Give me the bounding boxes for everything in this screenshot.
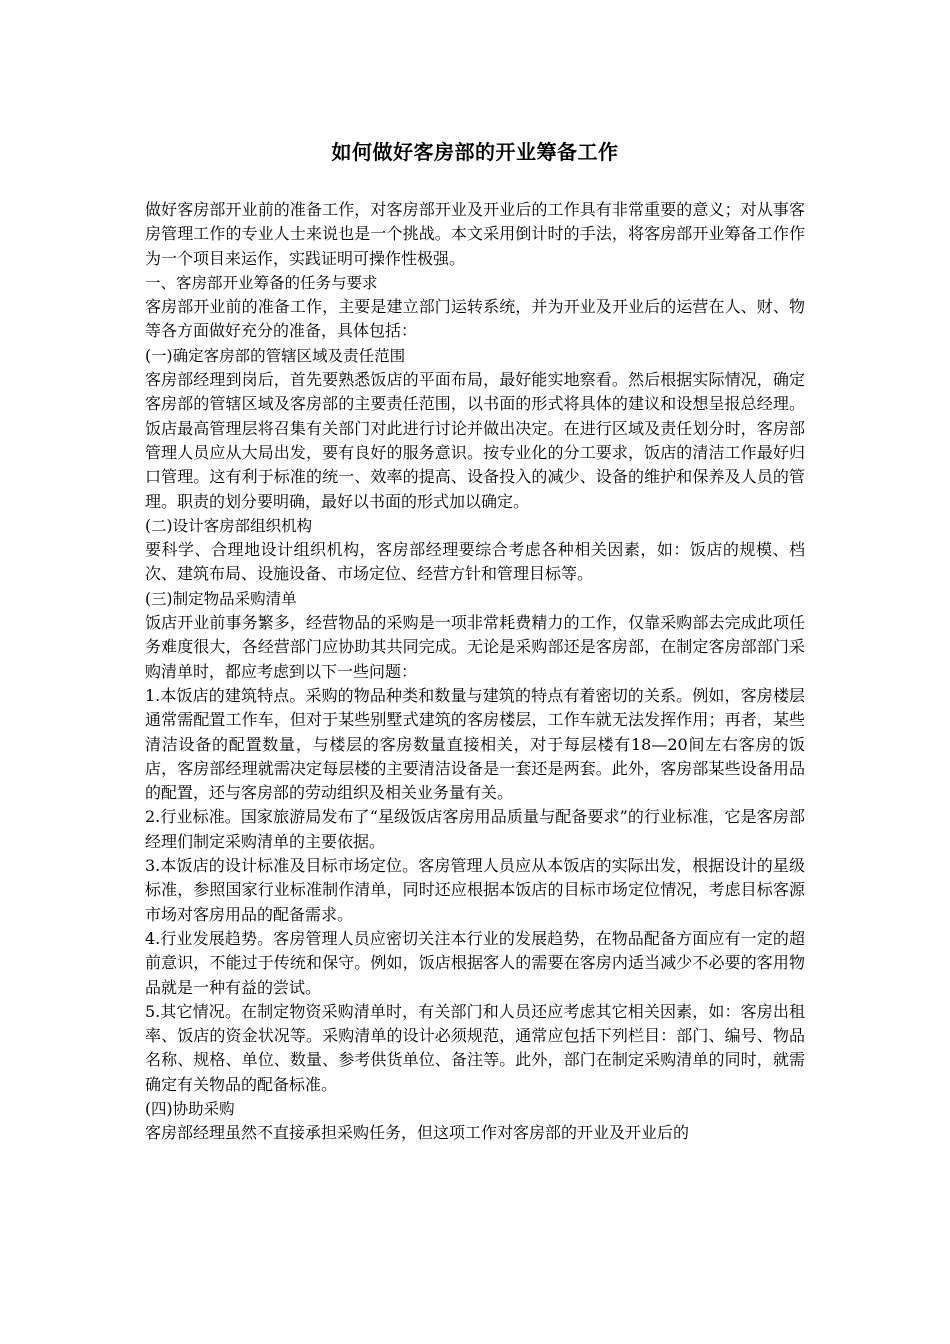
subsection-heading-4: (四)协助采购 — [145, 1099, 235, 1118]
paragraph-intro: 做好客房部开业前的准备工作，对客房部开业及开业后的工作具有非常重要的意义；对从事客房管理工作的专业人士来说也是一个挑战。本文采用倒计时的手法，将客房部开业筹备工作作为一个项目来运作，实践证明可操作性极强。 — [145, 200, 805, 268]
subsection-heading-1: (一)确定客房部的管辖区域及责任范围 — [145, 346, 406, 365]
paragraph: 客房部经理到岗后，首先要熟悉饭店的平面布局，最好能实地察看。然后根据实际情况，确定客房部的管辖区域及客房部的主要责任范围，以书面的形式将具体的建议和设想呈报总经理。饭店最高管理层将召集有关部门对此进行讨论并做出决定。在进行区域及责任划分时，客房部管理人员应从大局出发，要有良好的服务意识。按专业化的分工要求，饭店的清洁工作最好归口管理。这有利于标准的统一、效率的提高、设备投入的减少、设备的维护和保养及人员的管理。职责的划分要明确，最好以书面的形式加以确定。 — [145, 370, 805, 511]
list-item: 1.本饭店的建筑特点。采购的物品种类和数量与建筑的特点有着密切的关系。例如，客房楼层通常需配置工作车，但对于某些别墅式建筑的客房楼层，工作车就无法发挥作用；再者，某些清洁设备的配置数量，与楼层的客房数量直接相关，对于每层楼有18—20间左右客房的饭店，客房部经理就需决定每层楼的主要清洁设备是一套还是两套。此外，客房部某些设备用品的配置，还与客房部的劳动组织及相关业务量有关。 — [145, 685, 805, 803]
list-item: 5.其它情况。在制定物资采购清单时，有关部门和人员还应考虑其它相关因素，如：客房出租率、饭店的资金状况等。采购清单的设计必须规范，通常应包括下列栏目：部门、编号、物品名称、规格、单位、数量、参考供货单位、备注等。此外，部门在制定采购清单的同时，就需确定有关物品的配备标准。 — [145, 1001, 805, 1094]
section-heading-1: 一、客房部开业筹备的任务与要求 — [145, 273, 378, 292]
subsection-heading-3: (三)制定物品采购清单 — [145, 589, 297, 608]
paragraph: 要科学、合理地设计组织机构，客房部经理要综合考虑各种相关因素，如：饭店的规模、档次、建筑布局、设施设备、市场定位、经营方针和管理目标等。 — [145, 540, 805, 584]
paragraph: 客房部开业前的准备工作，主要是建立部门运转系统，并为开业及开业后的运营在人、财、物等各方面做好充分的准备，具体包括： — [145, 297, 805, 341]
list-item: 4.行业发展趋势。客房管理人员应密切关注本行业的发展趋势，在物品配备方面应有一定的超前意识，不能过于传统和保守。例如，饭店根据客人的需要在客房内适当减少不必要的客用物品就是一种有益的尝试。 — [145, 928, 805, 997]
list-item: 3.本饭店的设计标准及目标市场定位。客房管理人员应从本饭店的实际出发，根据设计的星级标准，参照国家行业标准制作清单，同时还应根据本饭店的目标市场定位情况，考虑目标客源市场对客房用品的配备需求。 — [145, 856, 805, 924]
list-item: 2.行业标准。国家旅游局发布了“星级饭店客房用品质量与配备要求”的行业标准，它是客房部经理们制定采购清单的主要依据。 — [145, 807, 805, 851]
document-body — [145, 198, 805, 1146]
document-title: 如何做好客房部的开业筹备工作 — [331, 140, 619, 164]
paragraph: 客房部经理虽然不直接承担采购任务，但这项工作对客房部的开业及开业后的 — [145, 1123, 690, 1143]
paragraph: 饭店开业前事务繁多，经营物品的采购是一项非常耗费精力的工作，仅靠采购部去完成此项任务难度很大，各经营部门应协助其共同完成。无论是采购部还是客房部，在制定客房部部门采购清单时，都应考虑到以下一些问题： — [145, 613, 805, 681]
subsection-heading-2: (二)设计客房部组织机构 — [145, 516, 313, 535]
